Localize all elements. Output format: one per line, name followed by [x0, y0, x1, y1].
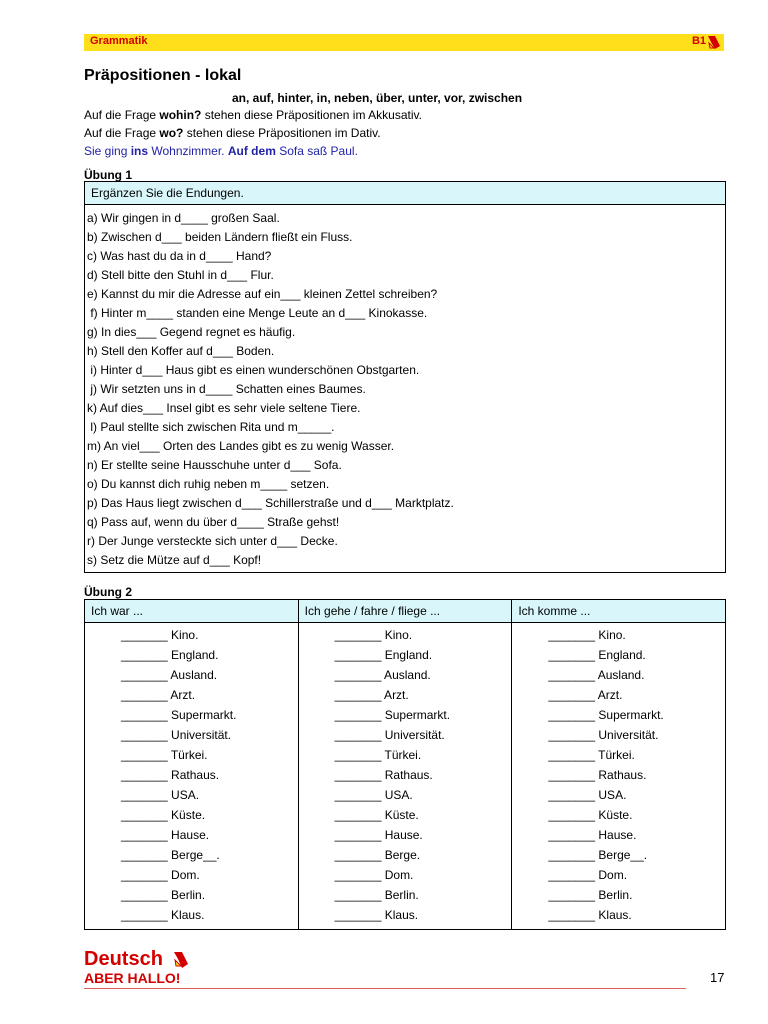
- exercise2-column: [512, 600, 725, 929]
- exercise1-item: s) Setz die Mütze auf d___ Kopf!: [87, 553, 262, 567]
- exercise2-item: _______ Klaus.: [548, 908, 632, 922]
- exercise2-heading: Übung 2: [84, 585, 132, 599]
- exercise2-item: _______ Rathaus.: [334, 768, 433, 782]
- exercise2-item: _______ Berge.: [334, 848, 421, 862]
- exercise2-item: _______ Ausland.: [334, 668, 431, 682]
- exercise2-item: _______ Kino.: [121, 628, 199, 642]
- exercise1-item: q) Pass auf, wenn du über d____ Straße gehst!: [87, 515, 340, 529]
- exercise2-item: _______ Klaus.: [334, 908, 419, 922]
- exercise2-item: _______ Supermarkt.: [548, 708, 664, 722]
- exercise1-item: k) Auf dies___ Insel gibt es sehr viele seltene Tiere.: [87, 401, 361, 415]
- page-subtitle: an, auf, hinter, in, neben, über, unter, vor, zwischen: [232, 91, 523, 105]
- pencil-logo-icon: [706, 34, 722, 51]
- exercise2-item: _______ Universität.: [334, 728, 445, 742]
- exercise2-item: _______ USA.: [121, 788, 200, 802]
- exercise1-item: b) Zwischen d___ beiden Ländern fließt ein Fluss.: [87, 230, 353, 244]
- page-title: Präpositionen - lokal: [84, 67, 242, 84]
- exercise2-item: _______ Rathaus.: [548, 768, 647, 782]
- exercise2-item: _______ Berge__.: [121, 848, 220, 862]
- exercise2-item: _______ Klaus.: [121, 908, 205, 922]
- exercise2-item: _______ England.: [121, 648, 219, 662]
- exercise2-item: _______ Berlin.: [548, 888, 633, 902]
- exercise2-item: _______ Küste.: [548, 808, 633, 822]
- exercise1-item: d) Stell bitte den Stuhl in d___ Flur.: [87, 268, 274, 282]
- exercise2-item: _______ Berlin.: [334, 888, 419, 902]
- exercise2-item: _______ Hause.: [121, 828, 210, 842]
- exercise1-item: c) Was hast du da in d____ Hand?: [87, 249, 272, 263]
- exercise2-item: _______ Arzt.: [121, 688, 196, 702]
- exercise2-item: _______ Küste.: [121, 808, 206, 822]
- exercise1-item: l) Paul stellte sich zwischen Rita und m_____.: [87, 420, 335, 434]
- exercise2-item: _______ England.: [548, 648, 646, 662]
- pencil-brand-icon: [172, 950, 190, 970]
- exercise2-item: _______ Küste.: [334, 808, 419, 822]
- exercise1-item: e) Kannst du mir die Adresse auf ein___ kleinen Zettel schreiben?: [87, 287, 438, 301]
- exercise1-instruction: Ergänzen Sie die Endungen.: [85, 182, 725, 205]
- brand-slogan: ABER HALLO!: [84, 970, 181, 986]
- exercise2-column: [299, 600, 513, 929]
- exercise2-item: _______ Supermarkt.: [334, 708, 451, 722]
- exercise2-item: _______ Dom.: [548, 868, 628, 882]
- exercise1-item: g) In dies___ Gegend regnet es häufig.: [87, 325, 296, 339]
- exercise1-item: m) An viel___ Orten des Landes gibt es zu wenig Wasser.: [87, 439, 395, 453]
- intro-line-1: Auf die Frage wohin? stehen diese Präpositionen im Akkusativ.: [84, 108, 422, 122]
- exercise1-item: j) Wir setzten uns in d____ Schatten eines Baumes.: [87, 382, 366, 396]
- exercise1-heading: Übung 1: [84, 168, 132, 182]
- exercise2-item: _______ Berge__.: [548, 848, 648, 862]
- exercise1-box: [84, 181, 726, 573]
- header-bar: [84, 34, 724, 51]
- brand-name: Deutsch: [84, 948, 163, 970]
- exercise2-table: [84, 599, 726, 930]
- exercise2-item: _______ Arzt.: [548, 688, 623, 702]
- exercise1-item: r) Der Junge versteckte sich unter d___ Decke.: [87, 534, 338, 548]
- exercise2-item: _______ Hause.: [548, 828, 637, 842]
- exercise2-item: _______ USA.: [548, 788, 627, 802]
- exercise1-item: f) Hinter m____ standen eine Menge Leute an d___ Kinokasse.: [87, 306, 428, 320]
- exercise2-item: _______ Universität.: [548, 728, 659, 742]
- exercise2-column-header: Ich war ...: [85, 600, 298, 623]
- exercise1-list: [85, 205, 725, 570]
- exercise1-item: h) Stell den Koffer auf d___ Boden.: [87, 344, 275, 358]
- exercise2-item: _______ Ausland.: [121, 668, 218, 682]
- exercise2-item: _______ England.: [334, 648, 433, 662]
- exercise1-item: o) Du kannst dich ruhig neben m____ setzen.: [87, 477, 330, 491]
- exercise1-item: a) Wir gingen in d____ großen Saal.: [87, 211, 280, 225]
- exercise2-item: _______ Türkei.: [548, 748, 635, 762]
- exercise2-item: _______ Dom.: [121, 868, 200, 882]
- exercise2-item: _______ Türkei.: [121, 748, 208, 762]
- section-label: Grammatik: [90, 35, 148, 47]
- exercise1-item: p) Das Haus liegt zwischen d___ Schillerstraße und d___ Marktplatz.: [87, 496, 454, 510]
- footer-logo: [84, 948, 180, 986]
- exercise2-column: [85, 600, 299, 929]
- exercise2-column-header: Ich komme ...: [512, 600, 725, 623]
- footer-divider: [84, 988, 686, 989]
- exercise2-item: _______ USA.: [334, 788, 413, 802]
- exercise2-column-header: Ich gehe / fahre / fliege ...: [299, 600, 512, 623]
- page-number: 17: [710, 970, 725, 985]
- exercise2-item: _______ Ausland.: [548, 668, 645, 682]
- exercise2-item: _______ Türkei.: [334, 748, 422, 762]
- exercise2-item: _______ Arzt.: [334, 688, 409, 702]
- exercise2-item: _______ Hause.: [334, 828, 423, 842]
- exercise1-item: n) Er stellte seine Hausschuhe unter d___ Sofa.: [87, 458, 342, 472]
- exercise2-item: _______ Berlin.: [121, 888, 206, 902]
- exercise1-item: i) Hinter d___ Haus gibt es einen wunderschönen Obstgarten.: [87, 363, 420, 377]
- exercise2-item: _______ Rathaus.: [121, 768, 220, 782]
- exercise2-item: _______ Supermarkt.: [121, 708, 237, 722]
- example-sentence: Sie ging ins Wohnzimmer. Auf dem Sofa saß Paul.: [84, 144, 358, 158]
- intro-line-2: Auf die Frage wo? stehen diese Präpositionen im Dativ.: [84, 126, 381, 140]
- exercise2-item: _______ Kino.: [548, 628, 626, 642]
- exercise2-item: _______ Dom.: [334, 868, 414, 882]
- level-label: B1: [691, 35, 706, 47]
- exercise2-item: _______ Universität.: [121, 728, 232, 742]
- exercise2-item: _______ Kino.: [334, 628, 413, 642]
